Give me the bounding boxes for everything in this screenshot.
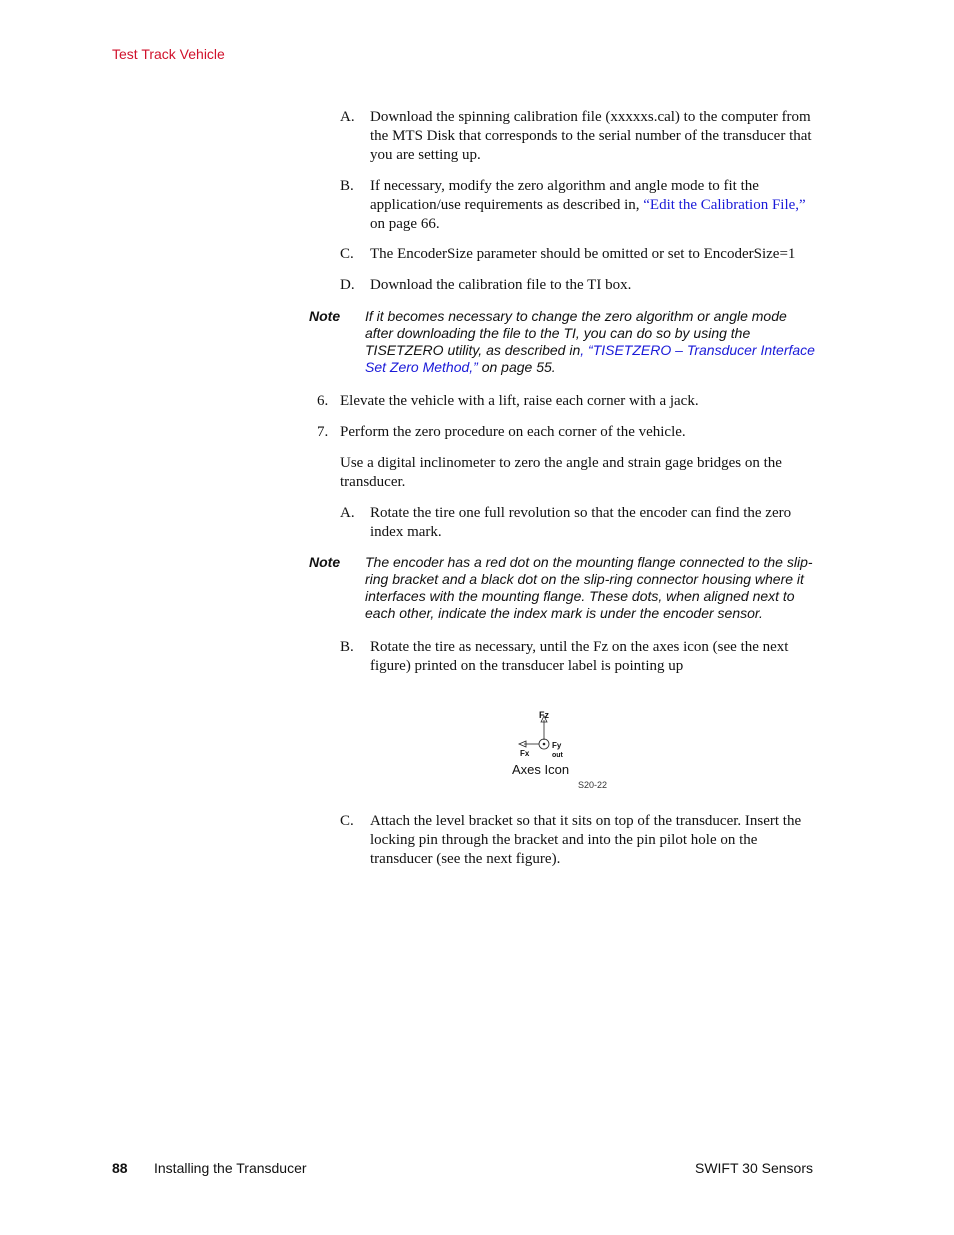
substep-label: C. bbox=[340, 246, 354, 262]
substep-label: B. bbox=[340, 178, 354, 194]
step-number: 6. bbox=[317, 393, 329, 409]
substep-label: D. bbox=[340, 277, 355, 293]
step-text: Perform the zero procedure on each corner of the vehicle. bbox=[340, 424, 686, 440]
fy-label: Fy bbox=[552, 741, 562, 750]
page-number: 88 bbox=[112, 1160, 128, 1176]
fz-label: Fz bbox=[539, 710, 549, 720]
cross-ref-link-tisetzero[interactable]: , “TISETZERO – Transducer Interface Set Zero Method,” bbox=[365, 342, 815, 375]
running-header: Test Track Vehicle bbox=[112, 46, 225, 62]
figure-id: S20-22 bbox=[578, 780, 608, 790]
step-7-body: Use a digital inclinometer to zero the angle and strain gage bridges on the transducer. bbox=[340, 455, 782, 490]
substep-text: Download the spinning calibration file (xxxxxs.cal) to the computer from the MTS Disk that corresponds to the serial number of the transducer that you are setting up. bbox=[370, 109, 812, 163]
substep-text: Download the calibration file to the TI box. bbox=[370, 277, 632, 293]
substep-label: B. bbox=[340, 639, 354, 655]
substep-text: Rotate the tire as necessary, until the Fz on the axes icon (see the next figure) printed on the transducer label is pointing up bbox=[370, 639, 789, 674]
substep-text-after: on page 66. bbox=[370, 216, 440, 232]
substep-text bbox=[370, 177, 816, 234]
substep-text: Rotate the tire one full revolution so that the encoder can find the zero index mark. bbox=[370, 505, 792, 540]
note-label: Note bbox=[309, 554, 341, 570]
note-text: The encoder has a red dot on the mounting flange connected to the slip-ring bracket and a black dot on the slip-ring connector housing where it interfaces with the mounting flange. These dots, when aligned next to each other, indicate the index mark is under the encoder sensor. bbox=[365, 554, 813, 621]
note-text-before: If it becomes necessary to change the zero algorithm or angle mode after downloading the file to the TI, you can do so by using the TISETZERO utility, as described in bbox=[365, 308, 787, 358]
substep-text: The EncoderSize parameter should be omitted or set to EncoderSize=1 bbox=[370, 246, 796, 262]
note-text bbox=[365, 308, 817, 376]
substep-text-before: If necessary, modify the zero algorithm and angle mode to fit the application/use requirements as described in, bbox=[370, 178, 759, 213]
out-label: out bbox=[552, 752, 563, 759]
step-number: 7. bbox=[317, 424, 329, 440]
substep-text: Attach the level bracket so that it sits on top of the transducer. Insert the locking pin through the bracket and into the pin pilot hole on the transducer (see the next figure). bbox=[370, 813, 802, 867]
note-block bbox=[309, 554, 819, 624]
fx-label: Fx bbox=[520, 749, 530, 758]
substep-label: A. bbox=[340, 505, 355, 521]
cross-ref-link-edit-calibration-file[interactable]: “Edit the Calibration File,” bbox=[643, 197, 806, 213]
substep-label: C. bbox=[340, 813, 354, 829]
substep-label: A. bbox=[340, 109, 355, 125]
note-label: Note bbox=[309, 308, 341, 324]
footer-chapter: Installing the Transducer bbox=[154, 1160, 307, 1176]
note-block bbox=[309, 308, 819, 378]
figure-caption: Axes Icon bbox=[512, 762, 570, 777]
fy-out-dot-icon bbox=[543, 743, 546, 746]
axes-icon-figure bbox=[512, 704, 582, 760]
note-text-after: on page 55. bbox=[477, 359, 556, 375]
step-text: Elevate the vehicle with a lift, raise each corner with a jack. bbox=[340, 393, 699, 409]
footer-product: SWIFT 30 Sensors bbox=[694, 1160, 813, 1176]
